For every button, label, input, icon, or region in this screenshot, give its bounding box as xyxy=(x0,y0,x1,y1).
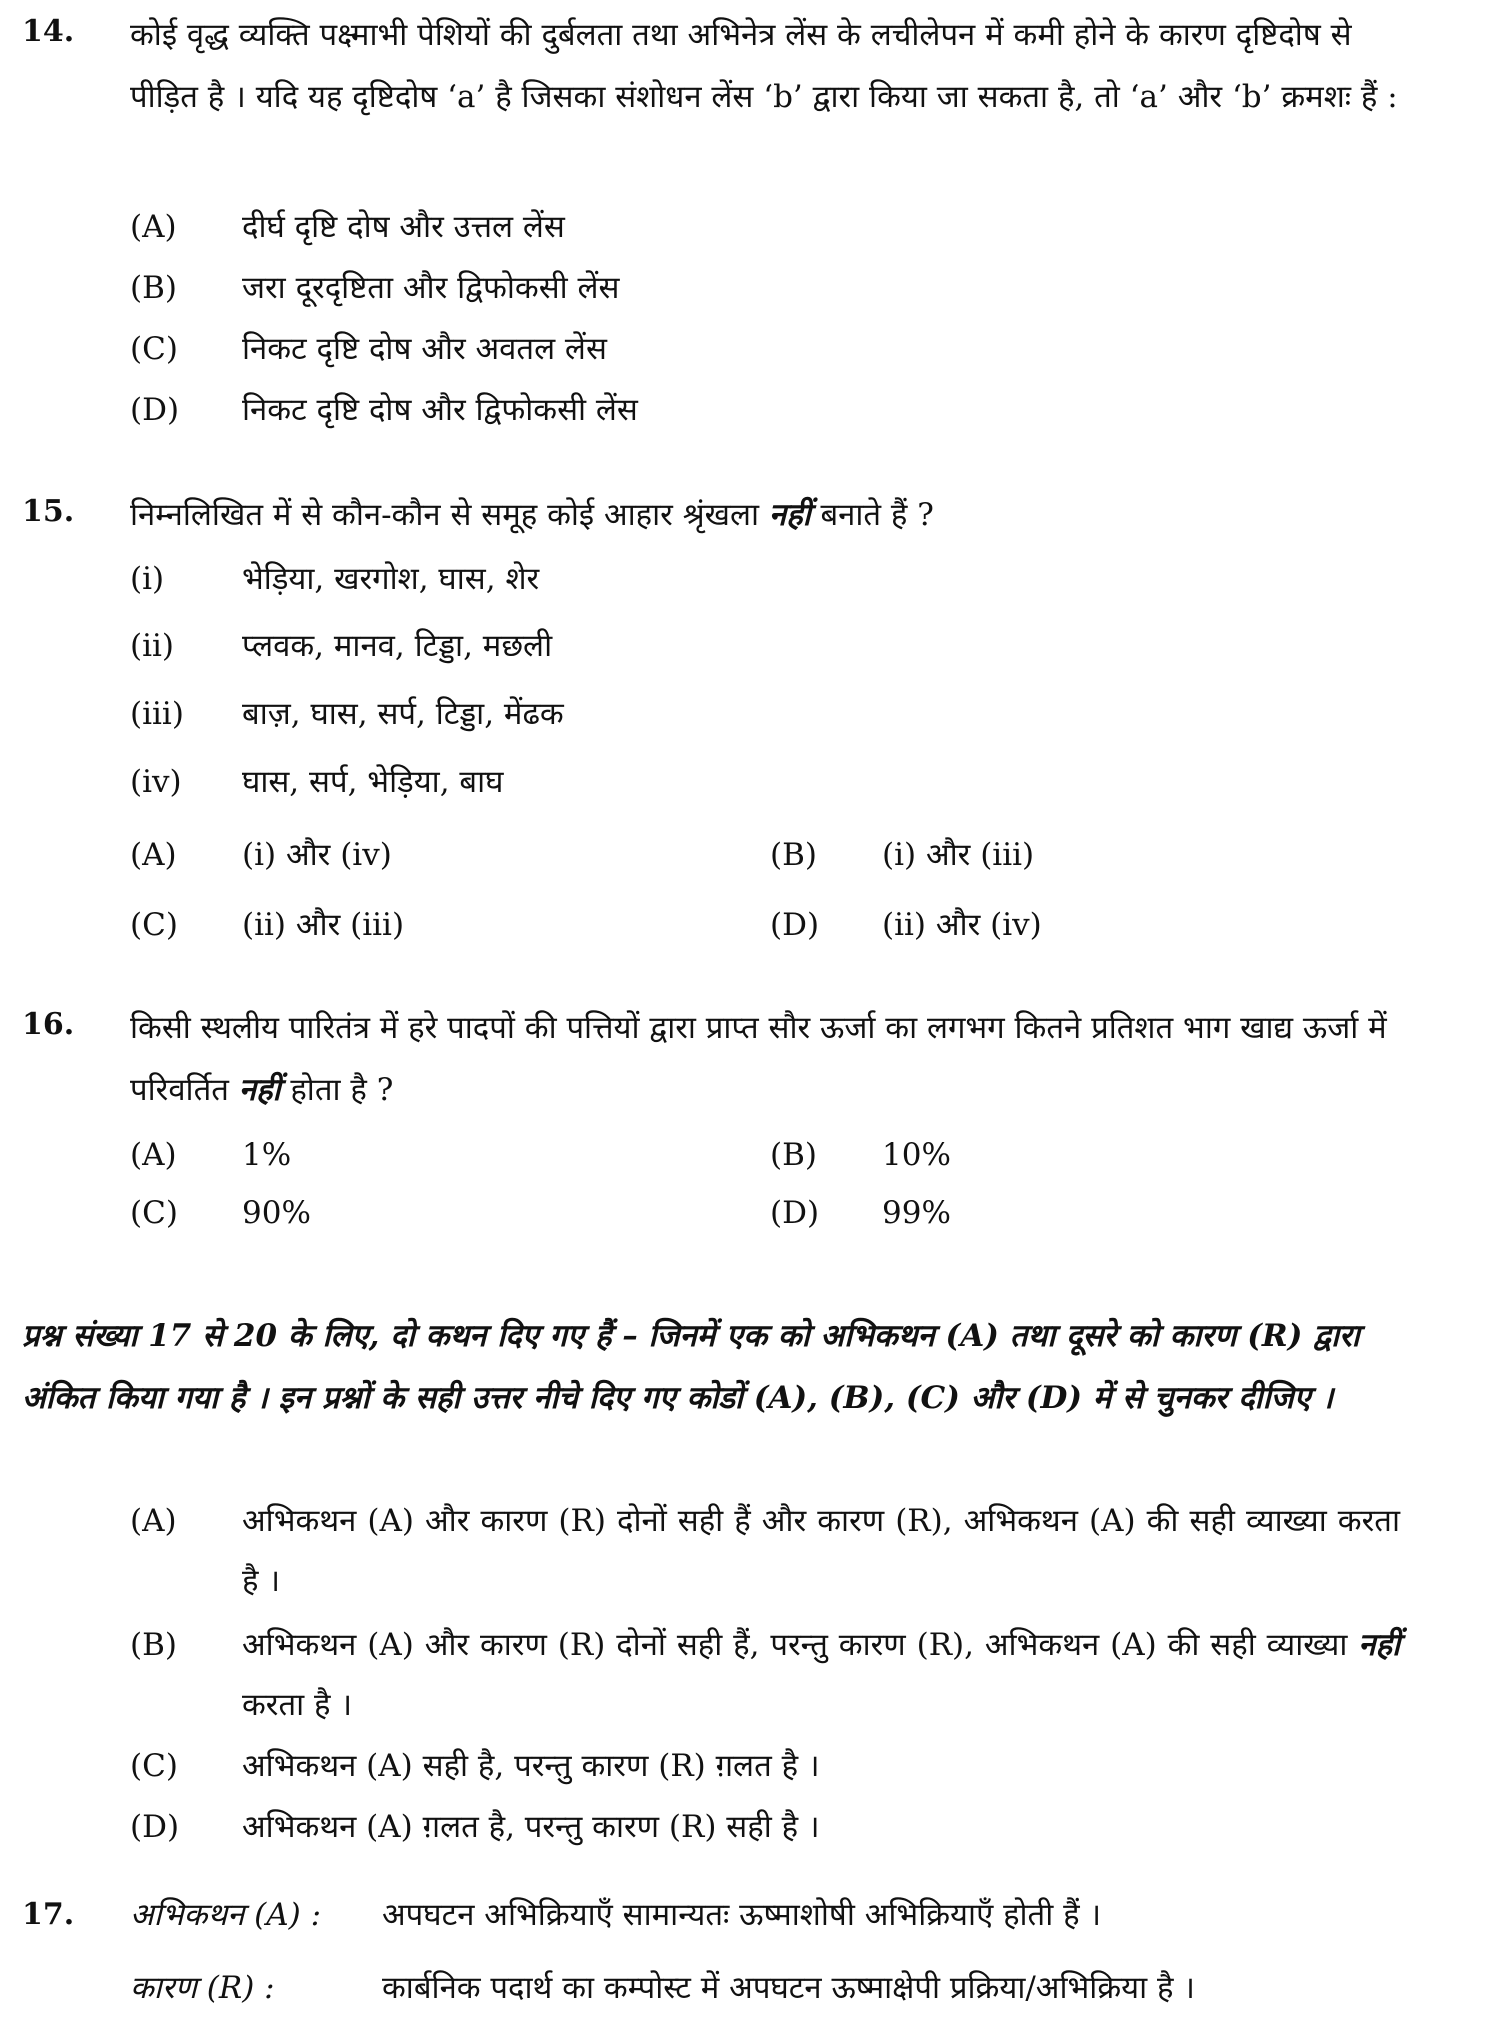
option-a xyxy=(130,1137,291,1173)
question-text-part: किसी स्थलीय पारितंत्र में हरे पादपों की पत्तियों द्वारा प्राप्त सौर ऊर्जा का लगभग कितने प्रतिशत भाग खाद्य ऊर्जा में परिवर्तित xyxy=(130,1010,1387,1108)
list-item xyxy=(130,624,552,666)
list-item xyxy=(130,760,503,802)
reason-text: कार्बनिक पदार्थ का कम्पोस्ट में अपघटन ऊष्माक्षेपी प्रक्रिया/अभिक्रिया है । xyxy=(382,1970,1196,2006)
option-label: (D) xyxy=(770,1195,820,1231)
question-text-part: बनाते हैं ? xyxy=(810,497,934,533)
emphasis-text: नहीं xyxy=(238,1072,281,1108)
code-option-a xyxy=(130,1491,1400,1611)
option-b xyxy=(130,266,620,308)
option-label: (C) xyxy=(130,1748,178,1784)
option-a xyxy=(130,833,392,875)
item-text: बाज़, घास, सर्प, टिड्डा, मेंढक xyxy=(242,696,564,732)
option-d xyxy=(130,388,638,430)
emphasis-text: नहीं xyxy=(1358,1627,1400,1663)
option-label: (B) xyxy=(770,837,817,873)
option-label: (A) xyxy=(130,1137,177,1173)
option-label: (A) xyxy=(130,837,177,873)
emphasis-text: नहीं xyxy=(768,497,811,533)
option-text: (i) और (iv) xyxy=(242,837,392,873)
question-text xyxy=(130,997,1400,1121)
option-label: (B) xyxy=(130,1627,177,1663)
option-text: (ii) और (iii) xyxy=(242,907,405,943)
reason xyxy=(130,1966,1195,2008)
option-text: 10% xyxy=(882,1137,951,1173)
option-d xyxy=(770,903,1042,945)
option-b xyxy=(770,833,1034,875)
item-text: प्लवक, मानव, टिड्डा, मछली xyxy=(242,628,553,664)
item-text: भेड़िया, खरगोश, घास, शेर xyxy=(242,561,540,597)
option-text: (i) और (iii) xyxy=(882,837,1035,873)
option-text: अभिकथन (A) और कारण (R) दोनों सही हैं और कारण (R), अभिकथन (A) की सही व्याख्या करता है । xyxy=(242,1503,1400,1599)
item-label: (i) xyxy=(130,561,165,597)
option-text-part: अभिकथन (A) और कारण (R) दोनों सही हैं, परन्तु कारण (R), अभिकथन (A) की सही व्याख्या xyxy=(242,1627,1359,1663)
question-text-part: होता है ? xyxy=(280,1072,394,1108)
reason-label: कारण (R) : xyxy=(130,1970,275,2006)
option-b xyxy=(770,1137,951,1173)
option-text: अभिकथन (A) सही है, परन्तु कारण (R) ग़लत है । xyxy=(242,1748,820,1784)
option-c xyxy=(130,1195,311,1231)
question-number: 15. xyxy=(22,494,75,529)
option-label: (B) xyxy=(770,1137,817,1173)
list-item xyxy=(130,692,564,734)
option-d xyxy=(770,1195,951,1231)
option-c xyxy=(130,327,607,369)
option-text: दीर्घ दृष्टि दोष और उत्तल लेंस xyxy=(242,209,565,245)
question-number: 17. xyxy=(22,1897,75,1932)
assertion-text: अपघटन अभिक्रियाएँ सामान्यतः ऊष्माशोषी अभिक्रियाएँ होती हैं । xyxy=(382,1897,1102,1933)
instruction-text: प्रश्न संख्या 17 से 20 के लिए, दो कथन दिए गए हैं – जिनमें एक को अभिकथन (A) तथा दूसरे को कारण (R) द्वारा अंकित किया गया है । इन प्रश्नों के सही उत्तर नीचे दिए गए कोडों (A), (B), (C) और (D) में से चुनकर दीजिए । xyxy=(22,1318,1360,1416)
item-label: (iii) xyxy=(130,696,184,732)
question-text xyxy=(130,484,1400,546)
question-number: 16. xyxy=(22,1007,75,1042)
option-a xyxy=(130,205,565,247)
option-c xyxy=(130,903,404,945)
option-text: अभिकथन (A) ग़लत है, परन्तु कारण (R) सही है । xyxy=(242,1809,820,1845)
option-label: (D) xyxy=(130,1809,180,1845)
option-label: (D) xyxy=(130,392,180,428)
code-option-d xyxy=(130,1797,1400,1857)
option-label: (A) xyxy=(130,1503,177,1539)
item-label: (ii) xyxy=(130,628,175,664)
option-text: (ii) और (iv) xyxy=(882,907,1042,943)
code-option-b xyxy=(130,1615,1400,1735)
option-text: 99% xyxy=(882,1195,951,1231)
option-text xyxy=(242,1615,1400,1735)
option-label: (C) xyxy=(130,331,178,367)
question-text: कोई वृद्ध व्यक्ति पक्ष्माभी पेशियों की दुर्बलता तथा अभिनेत्र लेंस के लचीलेपन में कमी होने के कारण दृष्टिदोष से पीड़ित है । यदि यह दृष्टिदोष ‘a’ है जिसका संशोधन लेंस ‘b’ द्वारा किया जा सकता है, तो ‘a’ और ‘b’ क्रमशः हैं : xyxy=(130,17,1398,115)
option-text: 90% xyxy=(242,1195,311,1231)
option-label: (C) xyxy=(130,1195,178,1231)
assertion-label: अभिकथन (A) : xyxy=(130,1897,322,1933)
option-label: (C) xyxy=(130,907,178,943)
item-text: घास, सर्प, भेड़िया, बाघ xyxy=(242,764,504,800)
option-text-part: करता है । xyxy=(242,1687,353,1723)
question-number: 14. xyxy=(22,14,75,49)
option-text: जरा दूरदृष्टिता और द्विफोकसी लेंस xyxy=(242,270,620,306)
option-text: निकट दृष्टि दोष और अवतल लेंस xyxy=(242,331,607,367)
option-text: 1% xyxy=(242,1137,292,1173)
item-label: (iv) xyxy=(130,764,182,800)
question-text-part: निम्नलिखित में से कौन-कौन से समूह कोई आहार श्रृंखला xyxy=(130,497,769,533)
assertion xyxy=(130,1893,1101,1935)
code-option-c xyxy=(130,1736,1400,1796)
option-text: निकट दृष्टि दोष और द्विफोकसी लेंस xyxy=(242,392,638,428)
option-label: (A) xyxy=(130,209,177,245)
option-label: (D) xyxy=(770,907,820,943)
list-item xyxy=(130,557,539,599)
option-label: (B) xyxy=(130,270,177,306)
